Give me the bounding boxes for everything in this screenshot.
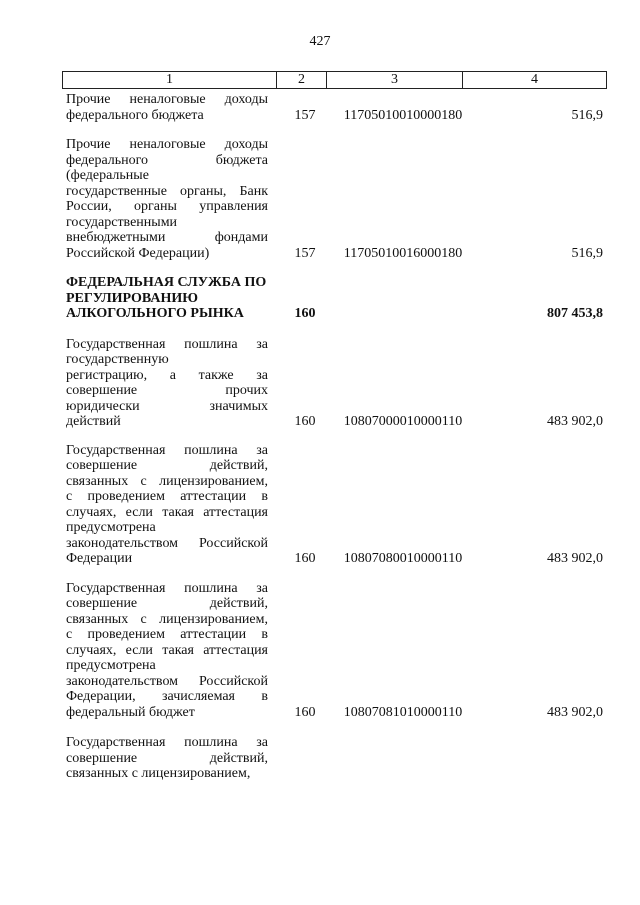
row-name-line: Федерации, зачисляемая в xyxy=(66,689,268,704)
row-amount: 483 902,0 xyxy=(547,704,603,720)
table-row xyxy=(66,137,606,261)
row-name-line: регистрацию, а также за xyxy=(66,367,268,383)
row-name-line: совершение прочих xyxy=(66,383,268,398)
row-name-line: (федеральные xyxy=(66,168,149,183)
row-name-line: федерального бюджета xyxy=(66,152,268,168)
row-name-line: Государственная пошлина за xyxy=(66,336,268,352)
row-name-line: внебюджетными фондами xyxy=(66,230,268,245)
row-name-line: совершение действий, xyxy=(66,596,268,611)
row-name-line: с проведением аттестации в xyxy=(66,489,268,504)
table-row xyxy=(66,275,606,322)
row-admin-code: 160 xyxy=(294,551,316,566)
row-budget-code: 10807000010000110 xyxy=(343,414,463,429)
row-name xyxy=(66,92,268,123)
row-name-line: связанных с лицензированием, xyxy=(66,473,268,489)
row-budget-code: 10807080010000110 xyxy=(343,551,463,566)
row-name-line: предусмотрена xyxy=(66,520,156,535)
row-name xyxy=(66,337,268,430)
row-name-line: федерального бюджета xyxy=(66,107,204,123)
header-col-2: 2 xyxy=(277,72,327,88)
row-name-line: законодательством Российской xyxy=(66,535,268,551)
row-amount: 516,9 xyxy=(571,245,603,261)
row-admin-code: 160 xyxy=(294,704,316,720)
table-row xyxy=(66,443,606,567)
row-admin-code: 157 xyxy=(294,107,316,123)
row-name-line: России, органы управления xyxy=(66,199,268,214)
row-name-line: государственные органы, Банк xyxy=(66,183,268,199)
row-name-line: федеральный бюджет xyxy=(66,704,195,720)
row-budget-code: 11705010010000180 xyxy=(343,107,463,123)
row-name-line: Государственная пошлина за xyxy=(66,442,268,458)
row-name-line: законодательством Российской xyxy=(66,673,268,689)
row-name-line: Прочие неналоговые доходы xyxy=(66,92,268,107)
table-row xyxy=(66,581,606,721)
row-budget-code: 11705010016000180 xyxy=(343,245,463,261)
row-name xyxy=(66,581,268,721)
table-body xyxy=(66,92,606,782)
row-name-line: юридически значимых xyxy=(66,398,268,414)
row-name-line: Российской Федерации) xyxy=(66,245,210,261)
row-name-line: Государственная пошлина за xyxy=(66,735,268,750)
row-amount: 483 902,0 xyxy=(547,414,603,429)
row-budget-code: 10807081010000110 xyxy=(343,704,463,720)
row-name-line: предусмотрена xyxy=(66,658,156,673)
row-name-line: АЛКОГОЛЬНОГО РЫНКА xyxy=(66,306,244,321)
row-name-line: РЕГУЛИРОВАНИЮ xyxy=(66,290,199,306)
row-name-line: Прочие неналоговые доходы xyxy=(66,137,268,152)
row-name-line: Федерации xyxy=(66,551,133,566)
row-name-line: случаях, если такая аттестация xyxy=(66,642,268,658)
row-amount: 483 902,0 xyxy=(547,551,603,566)
row-admin-code: 157 xyxy=(294,245,316,261)
row-name-line: государственную xyxy=(66,352,169,367)
header-col-1: 1 xyxy=(63,72,277,88)
row-admin-code: 160 xyxy=(294,306,316,321)
row-name-line: совершение действий, xyxy=(66,458,268,473)
row-name-line: с проведением аттестации в xyxy=(66,627,268,642)
row-admin-code: 160 xyxy=(294,414,316,429)
header-col-4: 4 xyxy=(531,72,538,87)
row-name-line: государственными xyxy=(66,214,178,230)
row-name-line: связанных с лицензированием, xyxy=(66,766,251,781)
page-number: 427 xyxy=(309,34,331,49)
row-name xyxy=(66,137,268,261)
row-amount: 807 453,8 xyxy=(547,306,603,321)
row-name xyxy=(66,443,268,567)
row-amount: 516,9 xyxy=(571,107,603,123)
row-name-line: ФЕДЕРАЛЬНАЯ СЛУЖБА ПО xyxy=(66,275,267,290)
table-header xyxy=(62,71,607,89)
row-name-line: случаях, если такая аттестация xyxy=(66,504,268,520)
table-row xyxy=(66,92,606,123)
header-col-3: 3 xyxy=(327,72,463,88)
table-row xyxy=(66,735,606,782)
table-row xyxy=(66,337,606,430)
row-name xyxy=(66,735,268,782)
row-name-line: совершение действий, xyxy=(66,750,268,766)
row-name-line: действий xyxy=(66,414,121,429)
row-name-line: Государственная пошлина за xyxy=(66,580,268,596)
row-name xyxy=(66,275,268,322)
row-name-line: связанных с лицензированием, xyxy=(66,611,268,627)
